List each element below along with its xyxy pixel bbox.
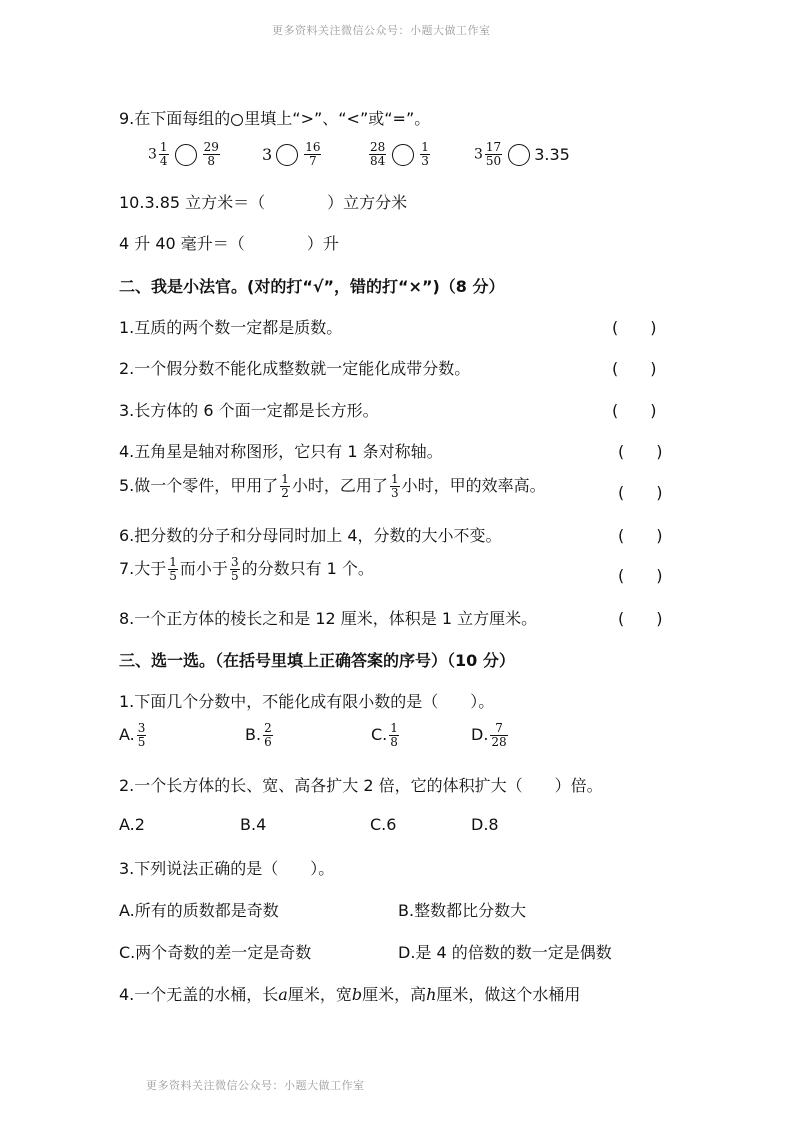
fraction: $\frac{17}{50}$	[485, 140, 502, 168]
option-c[interactable]: C.两个奇数的差一定是奇数	[119, 943, 312, 962]
q9-instruction	[119, 106, 430, 129]
choice-q3: 3.下列说法正确的是（ ）。	[119, 859, 335, 878]
whole-number: 3	[474, 146, 483, 163]
choice-q1: 1.下面几个分数中，不能化成有限小数的是（ ）。	[119, 692, 495, 711]
judge-item-3: 3.长方体的 6 个面一定都是长方形。	[119, 401, 379, 420]
option-a[interactable]: A. $\frac{3}{5}$	[119, 721, 146, 749]
answer-paren[interactable]: ( )	[612, 318, 657, 337]
text: 厘米，高	[362, 985, 427, 1004]
compare-circle[interactable]	[175, 144, 197, 166]
judge-item-6: 6.把分数的分子和分母同时加上 4，分数的大小不变。	[119, 526, 502, 545]
fraction: $\frac{16}{7}$	[305, 140, 321, 168]
fraction: $\frac{1}{3}$	[421, 140, 429, 168]
option-d[interactable]: D. $\frac{7}{28}$	[471, 721, 507, 749]
q9-item-3	[367, 141, 432, 168]
answer-paren[interactable]: ( )	[612, 401, 657, 420]
watermark-top: 更多资料关注微信公众号：小题大做工作室	[272, 24, 491, 37]
variable: b	[351, 985, 363, 1004]
answer-paren[interactable]: ( )	[618, 442, 663, 461]
decimal-value: 3.35	[534, 145, 570, 164]
variable: a	[278, 985, 288, 1004]
q10b-right: ）升	[306, 234, 339, 253]
judge-item-5	[119, 473, 546, 500]
option-d[interactable]: D.8	[471, 815, 499, 834]
answer-paren[interactable]: ( )	[618, 526, 663, 545]
fraction: $\frac{3}{5}$	[230, 555, 239, 583]
variable: h	[426, 985, 437, 1004]
option-a[interactable]: A.所有的质数都是奇数	[119, 901, 279, 920]
q10-line-b	[119, 231, 339, 254]
text: 小时，乙用了	[291, 476, 388, 495]
answer-paren[interactable]: ( )	[618, 566, 663, 585]
q9-item-2	[262, 141, 323, 168]
circle-icon	[231, 114, 243, 126]
section2-title: 二、我是小法官。(对的打“√”，错的打“×”)（8 分）	[119, 277, 505, 296]
answer-paren[interactable]: ( )	[612, 359, 657, 378]
fraction: $\frac{28}{84}$	[370, 140, 386, 168]
compare-circle[interactable]	[392, 144, 414, 166]
judge-item-2: 2.一个假分数不能化成整数就一定能化成带分数。	[119, 359, 471, 378]
fraction: $\frac{1}{3}$	[390, 472, 399, 500]
q10b-left: 4 升 40 毫升＝（	[119, 234, 245, 253]
fraction: $\frac{1}{5}$	[169, 555, 177, 583]
q9-item-4	[474, 141, 570, 168]
fraction: $\frac{1}{2}$	[281, 472, 289, 500]
whole-number: 3	[262, 145, 273, 164]
judge-item-4: 4.五角星是轴对称图形，它只有 1 条对称轴。	[119, 442, 443, 461]
text: 的分数只有 1 个。	[241, 559, 374, 578]
text: 厘米，做这个水桶用	[436, 985, 581, 1004]
judge-item-7	[119, 556, 374, 583]
compare-circle[interactable]	[276, 144, 298, 166]
text: 7.大于	[119, 559, 167, 578]
fraction: $\frac{1}{4}$	[159, 140, 168, 168]
whole-number: 3	[148, 146, 157, 163]
choice-q2: 2.一个长方体的长、宽、高各扩大 2 倍，它的体积扩大（ ）倍。	[119, 776, 603, 795]
option-c[interactable]: C. $\frac{1}{8}$	[371, 721, 398, 749]
q10-line-a	[119, 190, 407, 213]
text: 小时，甲的效率高。	[401, 476, 546, 495]
section3-title: 三、选一选。（在括号里填上正确答案的序号）（10 分）	[119, 651, 515, 670]
compare-circle[interactable]	[508, 144, 530, 166]
answer-paren[interactable]: ( )	[618, 609, 663, 628]
option-c[interactable]: C.6	[370, 815, 397, 834]
text: 厘米，宽	[287, 985, 352, 1004]
q10a-right: ）立方分米	[327, 193, 408, 212]
watermark-bottom: 更多资料关注微信公众号：小题大做工作室	[146, 1079, 365, 1092]
text: 而小于	[179, 559, 228, 578]
q9-prefix: 9.在下面每组的	[119, 109, 231, 128]
choice-q4	[119, 982, 580, 1005]
q10a-left: 10.3.85 立方米＝（	[119, 193, 266, 212]
option-a[interactable]: A.2	[119, 815, 145, 834]
answer-paren[interactable]: ( )	[618, 483, 663, 502]
text: 4.一个无盖的水桶，长	[119, 985, 279, 1004]
q9-item-1	[148, 141, 222, 168]
judge-item-1: 1.互质的两个数一定都是质数。	[119, 318, 343, 337]
option-d[interactable]: D.是 4 的倍数的数一定是偶数	[398, 943, 612, 962]
judge-item-8: 8.一个正方体的棱长之和是 12 厘米，体积是 1 立方厘米。	[119, 609, 538, 628]
option-b[interactable]: B.整数都比分数大	[398, 901, 527, 920]
option-b[interactable]: B. $\frac{2}{6}$	[245, 721, 272, 749]
q9-mid: 里填上“>”、“<”或“=”。	[244, 109, 431, 128]
text: 5.做一个零件，甲用了	[119, 476, 279, 495]
option-b[interactable]: B.4	[240, 815, 267, 834]
fraction: $\frac{29}{8}$	[203, 140, 219, 168]
